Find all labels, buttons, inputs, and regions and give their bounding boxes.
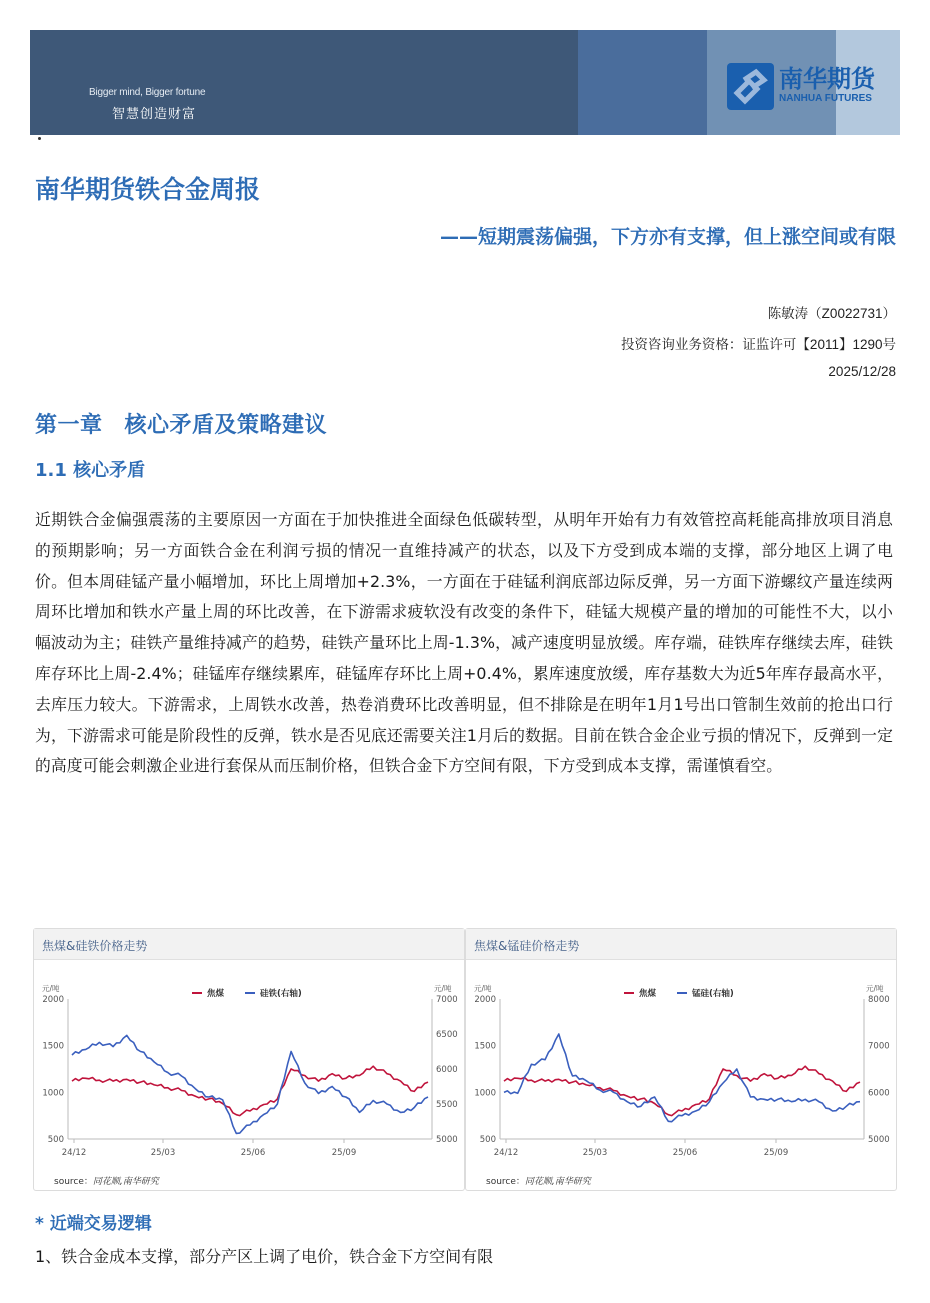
svg-text:25/03: 25/03: [150, 1148, 176, 1158]
core-analysis-paragraph: 近期铁合金偏强震荡的主要原因一方面在于加快推进全面绿色低碳转型，从明年开始有力有效管控高耗能高排放项目消息的预期影响；另一方面铁合金在利润亏损的情况一直维持减产的状态，以及下方受到成本端的支撑，部分地区上调了电价。但本周硅锰产量小幅增加，环比上周增加+2.3%，一方面在于硅锰利润底部边际反弹，另一方面下游螺纹产量连续两周环比增加和铁水产量上周的环比改善，在下游需求疲软没有改变的条件下，硅锰大规模产量的增加的可能性不大，以小幅波动为主；硅铁产量维持减产的趋势，硅铁产量环比上周-1.3%，减产速度明显放缓。库存端，硅铁库存继续去库，硅铁库存环比上周-2.4%；硅锰库存继续累库，硅锰库存环比上周+0.4%，累库速度放缓，库存基数大为近5年库存最高水平，去库压力较大。下游需求，上周铁水改善，热卷消费环比改善明显，但不排除是在明年1月1号出口管制生效前的抢出口行为，下游需求可能是阶段性的反弹，铁水是否见底还需要关注1月后的数据。目前在铁合金企业亏损的情况下，反弹到一定的高度可能会刺激企业进行套保从而压制价格，但铁合金下方空间有限，下方受到成本支撑，需谨慎看空。: [35, 510, 893, 776]
chapter-heading: [35, 408, 327, 439]
svg-text:1000: 1000: [42, 1088, 64, 1099]
logo-chinese-name: 南华期货: [779, 65, 875, 93]
chapter-title: 核心矛盾及策略建议: [124, 413, 328, 438]
chart-source: source：同花顺,南华研究: [486, 1177, 591, 1187]
svg-text:1500: 1500: [42, 1041, 64, 1052]
section-heading: 1.1 核心矛盾: [35, 460, 146, 481]
line-chart: [34, 961, 466, 1171]
report-title: 南华期货铁合金周报: [35, 175, 261, 204]
svg-text:1000: 1000: [474, 1088, 496, 1099]
slogan-chinese: 智慧创造财富: [112, 107, 197, 122]
logic-item: 1、铁合金成本支撑，部分产区上调了电价，铁合金下方空间有限: [35, 1247, 494, 1266]
chapter-number: 第一章: [35, 413, 103, 438]
svg-text:25/09: 25/09: [763, 1148, 789, 1158]
trading-logic-heading: * 近端交易逻辑: [35, 1214, 152, 1234]
svg-text:焦煤: 焦煤: [207, 989, 225, 999]
line-chart: [466, 961, 898, 1171]
logo-mark-icon: [727, 63, 774, 110]
svg-text:7000: 7000: [436, 995, 458, 1005]
chart-title: 焦煤&锰硅价格走势: [466, 929, 896, 960]
svg-text:元/吨: 元/吨: [434, 984, 452, 993]
company-logo: [727, 62, 875, 110]
svg-text:1500: 1500: [474, 1041, 496, 1052]
chart-coking-coal-ferrosilicon: [33, 928, 465, 1191]
svg-text:500: 500: [47, 1135, 64, 1145]
svg-text:25/06: 25/06: [240, 1148, 266, 1158]
banner-band: [578, 30, 708, 135]
svg-text:元/吨: 元/吨: [866, 984, 884, 993]
chart-coking-coal-silicomanganese: [465, 928, 897, 1191]
svg-text:25/06: 25/06: [672, 1148, 698, 1158]
svg-text:6500: 6500: [436, 1030, 458, 1040]
license-info: 投资咨询业务资格：证监许可【2011】1290号: [620, 337, 896, 352]
logo-english-name: NANHUA FUTURES: [779, 93, 872, 104]
svg-text:25/03: 25/03: [582, 1148, 608, 1158]
svg-text:硅铁(右轴): 硅铁(右轴): [260, 989, 302, 999]
svg-text:8000: 8000: [868, 995, 890, 1005]
svg-text:元/吨: 元/吨: [474, 984, 492, 993]
slogan-english: Bigger mind, Bigger fortune: [89, 87, 206, 98]
svg-text:2000: 2000: [474, 995, 496, 1005]
svg-text:24/12: 24/12: [493, 1148, 519, 1158]
svg-text:6000: 6000: [868, 1088, 890, 1099]
chart-source: source：同花顺,南华研究: [54, 1177, 159, 1187]
chart-title: 焦煤&硅铁价格走势: [34, 929, 464, 960]
svg-text:锰硅(右轴): 锰硅(右轴): [692, 989, 734, 999]
author: 陈敏涛（Z0022731）: [767, 306, 896, 321]
svg-text:元/吨: 元/吨: [42, 984, 60, 993]
svg-text:24/12: 24/12: [61, 1148, 87, 1158]
svg-text:500: 500: [479, 1135, 496, 1145]
report-subtitle: ——短期震荡偏强，下方亦有支撑，但上涨空间或有限: [439, 226, 896, 248]
report-date: 2025/12/28: [828, 364, 896, 379]
svg-text:5000: 5000: [436, 1135, 458, 1145]
svg-text:25/09: 25/09: [331, 1148, 357, 1158]
svg-text:6000: 6000: [436, 1065, 458, 1075]
svg-text:7000: 7000: [868, 1041, 890, 1052]
svg-text:2000: 2000: [42, 995, 64, 1005]
bullet-dot: [38, 137, 41, 140]
svg-text:焦煤: 焦煤: [639, 989, 657, 999]
header-banner: [30, 30, 900, 135]
svg-text:5500: 5500: [436, 1100, 458, 1110]
svg-text:5000: 5000: [868, 1135, 890, 1145]
